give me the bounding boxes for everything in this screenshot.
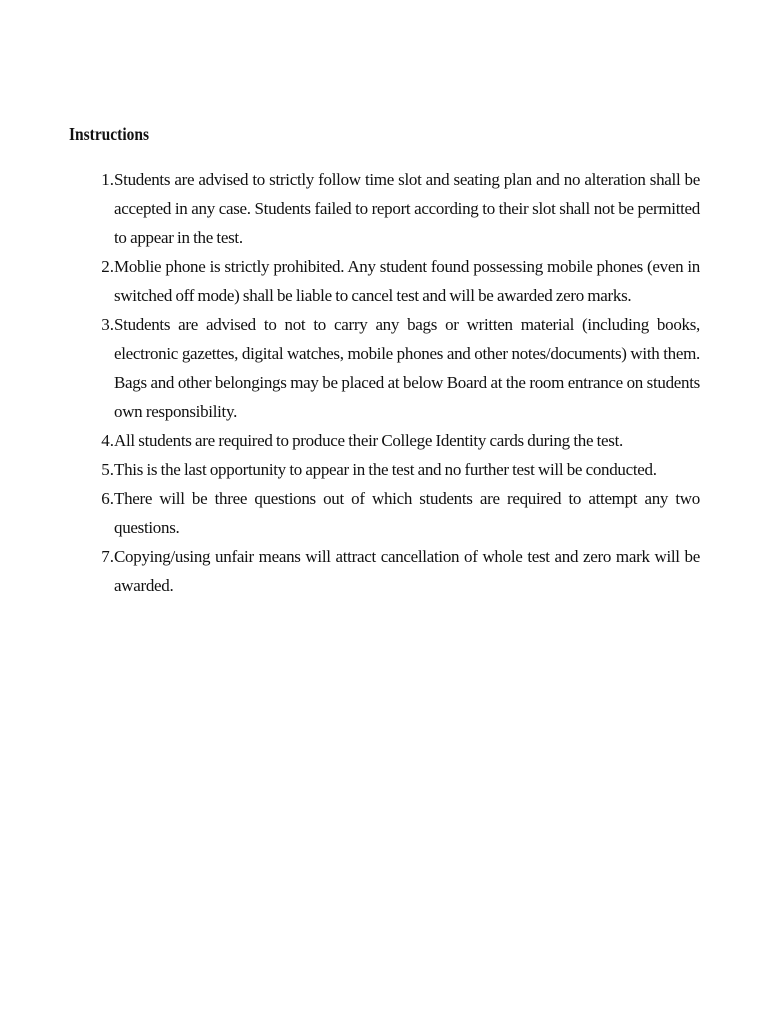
instruction-number: 2. — [101, 257, 114, 276]
instruction-text: Copying/using unfair means will attract cancellation of whole test and zero mark will be awarded. — [114, 547, 700, 595]
instruction-text: Students are advised to not to carry any bags or written material (including books, electronic gazettes, digital watches, mobile phones and other notes/documents) with them. Bags and other belongings may be placed at below Board at the room entrance on students own responsibility. — [114, 315, 700, 421]
instruction-number: 6. — [101, 489, 114, 508]
instruction-item — [92, 252, 700, 310]
instruction-number: 1. — [101, 170, 114, 189]
instruction-text: All students are required to produce their College Identity cards during the test. — [114, 431, 623, 450]
instruction-item — [92, 165, 700, 252]
instruction-item — [92, 484, 700, 542]
instruction-number: 5. — [101, 460, 114, 479]
instruction-text: Students are advised to strictly follow time slot and seating plan and no alteration shall be accepted in any case. Students failed to report according to their slot shall not be permitted to appear in the test. — [114, 170, 700, 247]
instruction-item — [92, 542, 700, 600]
instruction-number: 7. — [101, 547, 114, 566]
instruction-text: There will be three questions out of which students are required to attempt any two questions. — [114, 489, 700, 537]
instruction-text: Moblie phone is strictly prohibited. Any student found possessing mobile phones (even in switched off mode) shall be liable to cancel test and will be awarded zero marks. — [114, 257, 700, 305]
instructions-heading: Instructions — [69, 124, 149, 144]
instructions-list — [92, 165, 700, 600]
instruction-item — [92, 310, 700, 426]
instruction-number: 4. — [101, 431, 114, 450]
instruction-number: 3. — [101, 315, 114, 334]
instruction-item — [92, 426, 700, 455]
instruction-item — [92, 455, 700, 484]
instruction-text: This is the last opportunity to appear in the test and no further test will be conducted. — [114, 460, 657, 479]
